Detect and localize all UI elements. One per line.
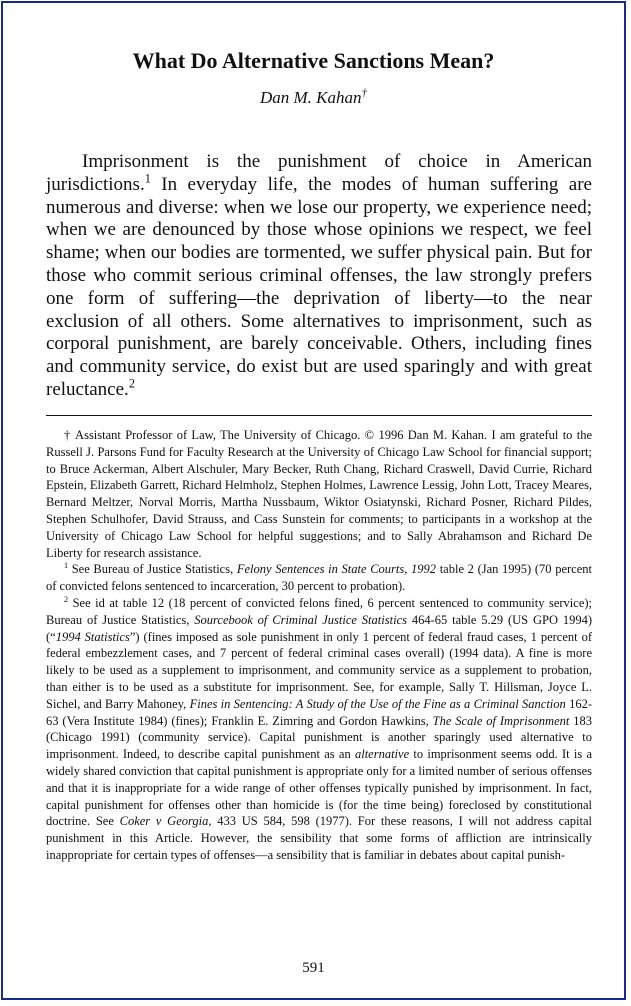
footnote-dagger: [46, 427, 592, 561]
footnote-2-text-c: ”) (fines imposed as sole punishment in only 1 percent of federal fraud cases, 1 percent of federal embezzlement cases, and 7 percent of federal criminal cases overall) (1994 data). A fine is more likely to be used as a supplement to imprisonment, and community service as a supplement to probation, than either is to be used as a substitute for imprisonment. See, for example, Sally T. Hillsman, Joyce L. Sichel, and Barry Mahoney,: [46, 629, 592, 711]
footnote-dagger-text: Assistant Professor of Law, The University of Chicago. © 1996 Dan M. Kahan. I am grateful to the Russell J. Parsons Fund for Faculty Research at the University of Chicago Law School for financial support; to Bruce Ackerman, Albert Alschuler, Mary Becker, Ruth Chang, Richard Craswell, David Currie, Richard Epstein, Elizabeth Garrett, Richard Helmholz, Stephen Holmes, Lawrence Lessig, John Lott, Tracey Meares, Bernard Meltzer, Norval Morris, Martha Nussbaum, Wiktor Osiatynski, Richard Posner, Richard Pildes, Stephen Schulhofer, David Strauss, and Cass Sunstein for comments; to participants in a workshop at the University of Chicago Law School for helpful suggestions; and to Sally Abrahamson and Richard De Liberty for research assistance.: [46, 428, 592, 560]
body-paragraph: [46, 151, 592, 402]
footnote-2-italic-f: Coker v Georgia: [119, 814, 209, 829]
footnote-1-text: See Bureau of Justice Statistics,: [68, 562, 237, 577]
footnote-2-text-g: , 433 US 584, 598 (1977). For these reasons, I will not address capital punishment in this Article. However, the sensibility that some forms of affliction are intrinsically inappropriate for certain types of offenses—a sensibility that is familiar in debates about capital punish-: [46, 814, 592, 862]
footnote-1: [46, 561, 592, 595]
author-line: [3, 87, 624, 109]
footnotes: [46, 427, 592, 864]
page-number: 591: [302, 960, 325, 976]
body-text-part-2: In everyday life, the modes of human suffering are numerous and diverse: when we lose our property, we experience need; when we are denounced by those whose opinions we respect, we feel shame; when our bodies are tormented, we suffer physical pain. But for those who commit serious criminal offenses, the law strongly prefers one form of suffering—the deprivation of liberty—to the near exclusion of all others. Some alternatives to imprisonment, such as corporal punishment, are barely conceivable. Others, including fines and community service, do exist but are used sparingly and with great reluctance.: [46, 173, 592, 400]
footnote-2-text-e: 183 (Chicago 1991) (community service). Capital punishment is another sparingly used alternative to imprisonment. Indeed, to describe capital punishment as an: [46, 713, 592, 762]
footnote-1-mark: 1: [64, 561, 69, 571]
footnote-1-text-end: table 2 (Jan 1995) (70 percent of convicted felons sentenced to incarceration, 30 percent to probation).: [46, 562, 592, 594]
footnote-2-italic-e: alternative: [354, 747, 410, 762]
footnote-2-italic-d: The Scale of Imprisonment: [432, 713, 570, 728]
footnote-2-italic-a: Sourcebook of Criminal Justice Statistics: [194, 612, 407, 627]
footnote-divider: [46, 415, 592, 416]
footnote-ref-2[interactable]: 2: [128, 376, 135, 391]
footnote-dagger-mark: †: [64, 428, 72, 442]
document-page: [1, 1, 626, 1000]
footnote-2-mark: 2: [64, 594, 69, 604]
footnote-2: [46, 595, 592, 864]
footnote-2-text-a: See id at table 12 (18 percent of convicted felons fined, 6 percent sentenced to community service); Bureau of Justice Statistics,: [46, 595, 592, 627]
footnote-2-italic-c: Fines in Sentencing: A Study of the Use of the Fine as a Criminal Sanction: [189, 696, 566, 711]
footnote-2-text-f: to imprisonment seems odd. It is a widely shared conviction that capital punishment is appropriate only for a limited number of serious offenses and that it is inappropriate for a wide range of other offenses typically punished by imprisonment. In fact, capital punishment for offenses other than homicide is (for the time being) foreclosed by constitutional doctrine. See: [46, 747, 593, 829]
footnote-2-italic-b: 1994 Statistics: [55, 629, 130, 644]
article-title: What Do Alternative Sanctions Mean?: [132, 48, 495, 73]
author-name: Dan M. Kahan: [259, 88, 362, 107]
body-text-part-1: Imprisonment is the punishment of choice in American jurisdictions.: [46, 151, 592, 195]
footnote-ref-1[interactable]: 1: [144, 171, 151, 186]
footnote-2-text-d: 162-63 (Vera Institute 1984) (fines); Franklin E. Zimring and Gordon Hawkins,: [46, 696, 592, 728]
footnote-1-citation-title: Felony Sentences in State Courts, 1992: [236, 562, 437, 577]
footnote-2-text-b: 464-65 table 5.29 (US GPO 1994) (“: [46, 612, 593, 644]
author-dagger-mark: †: [361, 87, 368, 100]
